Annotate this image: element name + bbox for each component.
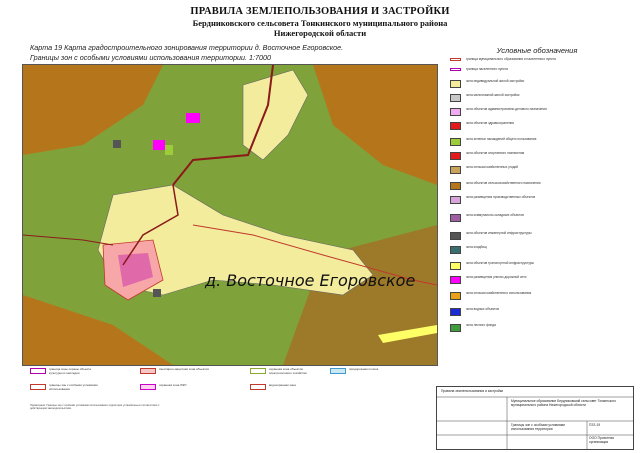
special-zone-item: граница зоны охраны объекта культурного наследия (30, 368, 105, 375)
zoning-map[interactable] (22, 64, 438, 366)
map-caption: Карта 19 Карта градостроительного зонирования территории д. Восточное Егоровское. (30, 43, 344, 52)
special-zones-legend (30, 368, 430, 418)
special-zone-item: охранная зона объектов электросетевого хозяйства (250, 368, 325, 375)
stamp-firm: ООО Проектная организация (589, 436, 614, 444)
legend-item: зона зеленых насаждений общего пользования (450, 138, 630, 146)
legend-item: граница населенного пункта (450, 68, 630, 72)
stamp-sheet-title: Границы зон с особыми условиями использования территории (511, 423, 565, 431)
object-magenta-2 (153, 140, 165, 150)
legend-item: зона лесного фонда (450, 324, 630, 332)
title-block (436, 386, 634, 450)
map-caption-boundaries: Границы зон с особыми условиями использования территории. 1:7000 (30, 53, 272, 62)
legend-item: зона кладбищ (450, 246, 630, 254)
legend-item: зона водных объектов (450, 308, 630, 316)
object-green (165, 145, 173, 155)
stamp-org: Правила землепользования и застройки (441, 389, 504, 393)
stamp-project: Муниципальное образование Бердниковский сельсовет Тонкинского муниципального района Нижегородской области (511, 399, 617, 407)
legend-panel (444, 46, 630, 364)
special-zone-item: границы зон с особыми условиями использования (30, 384, 105, 391)
subtitle-region: Нижегородской области (273, 28, 367, 38)
subtitle-municipality: Бердниковского сельсовета Тонкинского муниципального района (192, 18, 448, 28)
legend-item: зона коммунально-складских объектов (450, 214, 630, 222)
special-zone-item: санитарно-защитная зона объектов (140, 368, 215, 374)
legend-item: зона индивидуальной жилой застройки (450, 80, 630, 88)
object-magenta-1 (186, 113, 200, 123)
legend-item: зона малоэтажной жилой застройки (450, 94, 630, 102)
legend-item: зона размещения улично-дорожной сети (450, 276, 630, 284)
legend-item: зона размещения производственных объектов (450, 196, 630, 204)
object-grey-2 (153, 289, 161, 297)
legend-item: зона сельскохозяйственного использования (450, 292, 630, 300)
object-grey (113, 140, 121, 148)
special-zone-item: водоохранная зона (250, 384, 325, 390)
legend-item: граница муниципального образования и населенного пункта (450, 58, 630, 62)
legend-item: зона объектов инженерной инфраструктуры (450, 232, 630, 240)
stamp-code: ПЗЗ-19 (589, 423, 601, 427)
notes: Примечание: Границы зон с особыми условиями использования территории установлены в соответствии с действующим законодательством. (30, 404, 160, 411)
legend-item: зона сельскохозяйственных угодий (450, 166, 630, 174)
legend-item: зона объектов административно-делового назначения (450, 108, 630, 116)
legend-item: зона объектов сельскохозяйственного назначения (450, 182, 630, 190)
special-zone-item: охранная зона ЛЭП (140, 384, 215, 390)
legend-title: Условные обозначения (496, 46, 578, 55)
legend-item: зона объектов здравоохранения (450, 122, 630, 130)
main-title: ПРАВИЛА ЗЕМЛЕПОЛЬЗОВАНИЯ И ЗАСТРОЙКИ (190, 6, 450, 17)
special-zone-item: придорожная полоса (330, 368, 405, 374)
map-canvas (23, 65, 437, 365)
legend-item: зона объектов спортивного назначения (450, 152, 630, 160)
settlement-label: д. Восточное Егоровское (205, 271, 416, 290)
legend-item: зона объектов транспортной инфраструктуры (450, 262, 630, 270)
